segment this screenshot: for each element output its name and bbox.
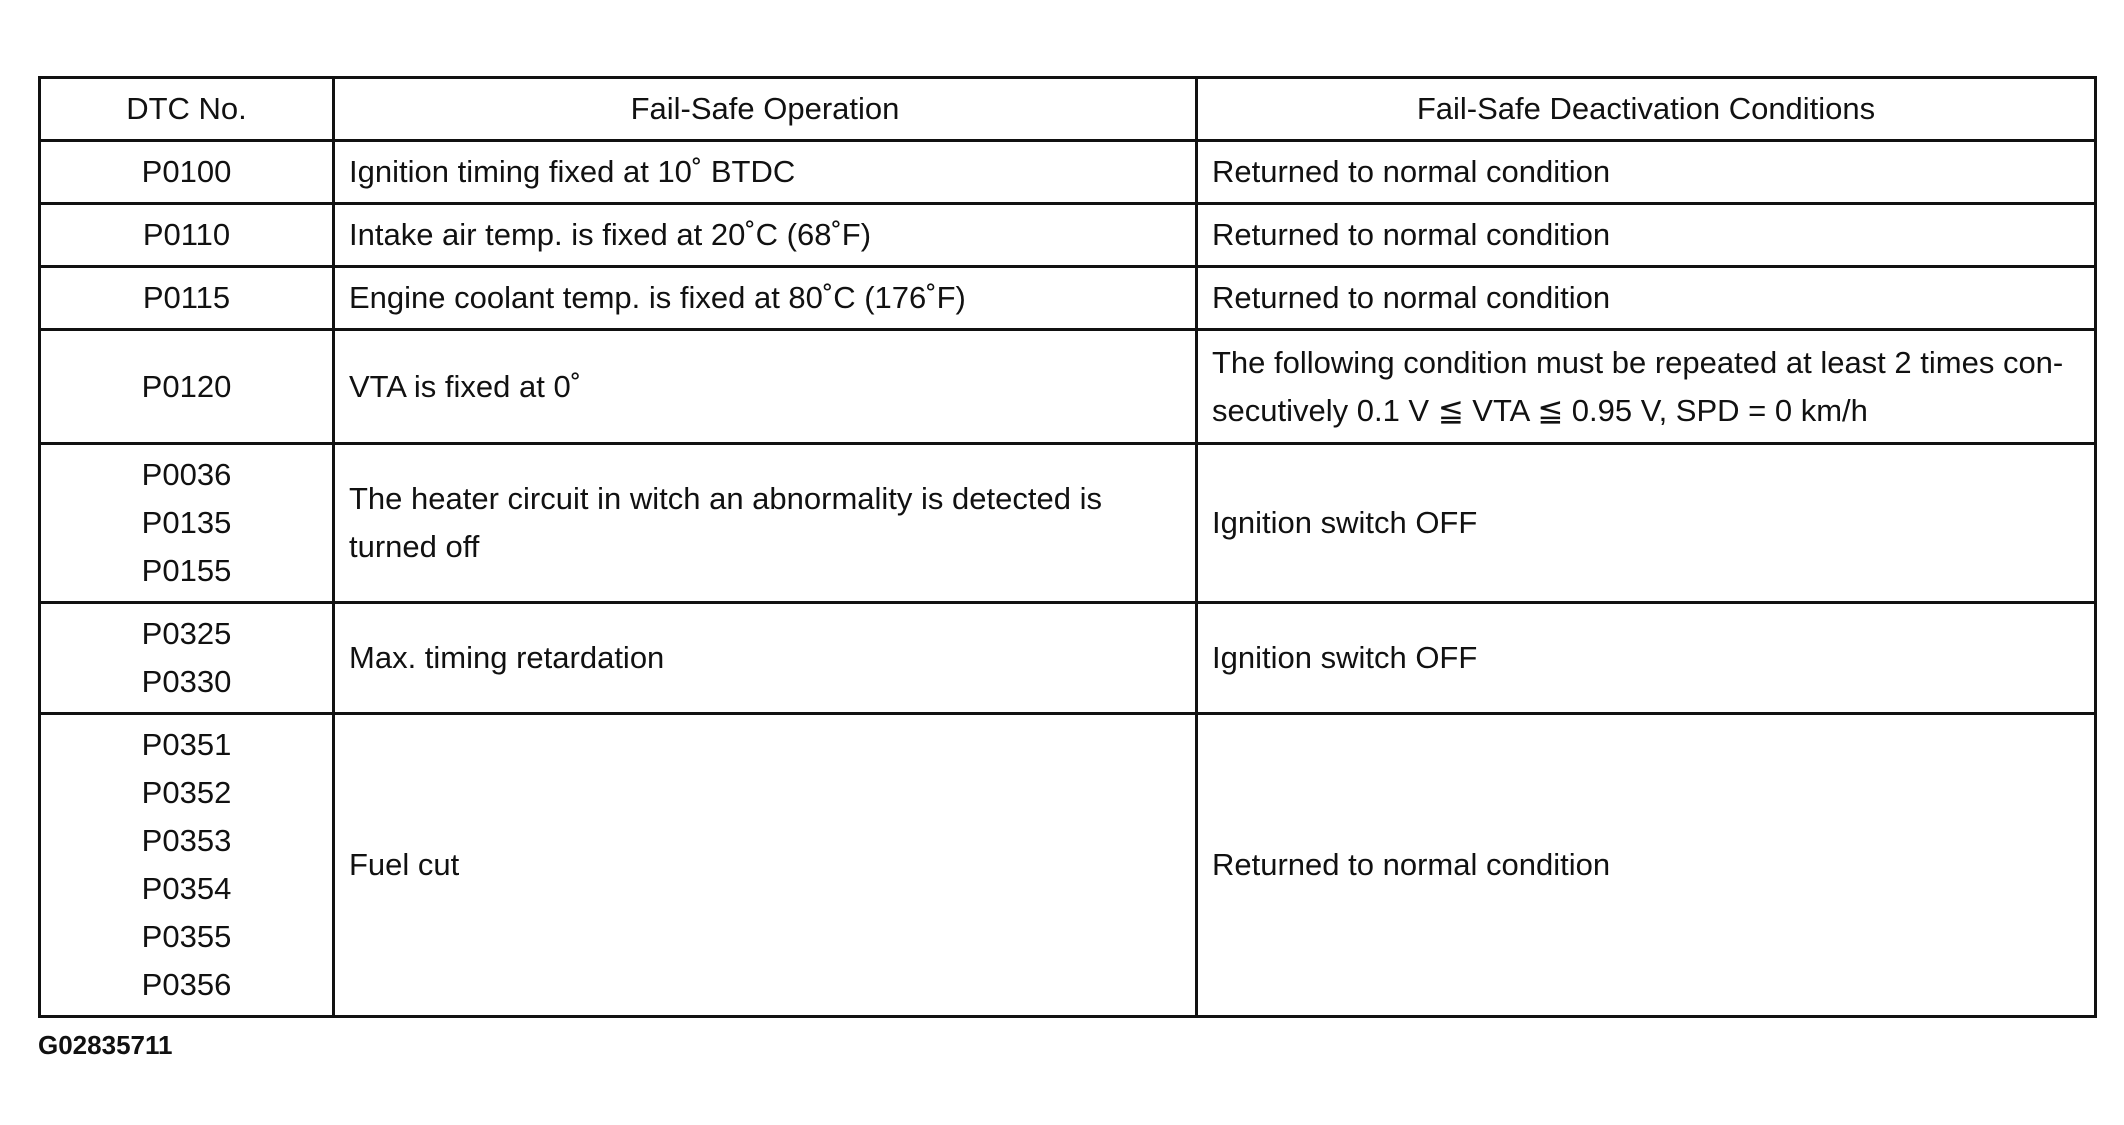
dtc-code-cell [40, 714, 334, 1017]
condition-cell: Returned to normal condition [1197, 141, 2096, 204]
dtc-code: P0110 [142, 217, 231, 252]
dtc-code-cell [40, 330, 334, 444]
dtc-code-cell [40, 204, 334, 267]
operation-cell: Ignition timing fixed at 10˚ BTDC [334, 141, 1197, 204]
header-deactivation-conditions: Fail-Safe Deactivation Conditions [1197, 78, 2096, 141]
table-row [40, 714, 2096, 1017]
dtc-code: P0115 [142, 280, 231, 315]
operation-cell: Engine coolant temp. is fixed at 80˚C (176˚F) [334, 267, 1197, 330]
condition-cell: The following condition must be repeated at least 2 times con- secutively 0.1 V ≦ VTA ≦ 0.95 V, SPD = 0 km/h [1197, 330, 2096, 444]
dtc-code-cell [40, 444, 334, 603]
dtc-code: P0354 [141, 871, 232, 906]
header-dtc-no: DTC No. [40, 78, 334, 141]
dtc-code-cell [40, 603, 334, 714]
condition-cell: Returned to normal condition [1197, 714, 2096, 1017]
table-row [40, 330, 2096, 444]
table-row [40, 603, 2096, 714]
operation-cell: Max. timing retardation [334, 603, 1197, 714]
table-row [40, 141, 2096, 204]
dtc-code: P0352 [141, 775, 232, 810]
operation-cell: Intake air temp. is fixed at 20˚C (68˚F) [334, 204, 1197, 267]
fail-safe-table-container [38, 76, 2094, 1018]
condition-cell: Ignition switch OFF [1197, 444, 2096, 603]
dtc-code: P0155 [141, 553, 232, 588]
table-row [40, 204, 2096, 267]
dtc-code: P0100 [141, 154, 232, 189]
condition-cell: Ignition switch OFF [1197, 603, 2096, 714]
figure-id: G02835711 [38, 1030, 173, 1060]
dtc-code: P0356 [141, 967, 232, 1002]
condition-cell: Returned to normal condition [1197, 204, 2096, 267]
fail-safe-table [38, 76, 2097, 1018]
operation-cell: Fuel cut [334, 714, 1197, 1017]
condition-cell: Returned to normal condition [1197, 267, 2096, 330]
table-row [40, 267, 2096, 330]
table-row [40, 444, 2096, 603]
dtc-code: P0120 [141, 368, 232, 404]
dtc-code-cell [40, 141, 334, 204]
dtc-code: P0036 [141, 457, 232, 492]
dtc-code: P0135 [141, 505, 232, 540]
dtc-code: P0325 [141, 616, 232, 651]
table-header-row [40, 78, 2096, 141]
operation-cell: VTA is fixed at 0˚ [334, 330, 1197, 444]
dtc-code: P0351 [141, 727, 232, 762]
header-fail-safe-operation: Fail-Safe Operation [334, 78, 1197, 141]
operation-cell: The heater circuit in witch an abnormality is detected is turned off [334, 444, 1197, 603]
dtc-code: P0355 [141, 919, 232, 954]
dtc-code-cell [40, 267, 334, 330]
dtc-code: P0330 [141, 664, 232, 699]
dtc-code: P0353 [141, 823, 232, 858]
